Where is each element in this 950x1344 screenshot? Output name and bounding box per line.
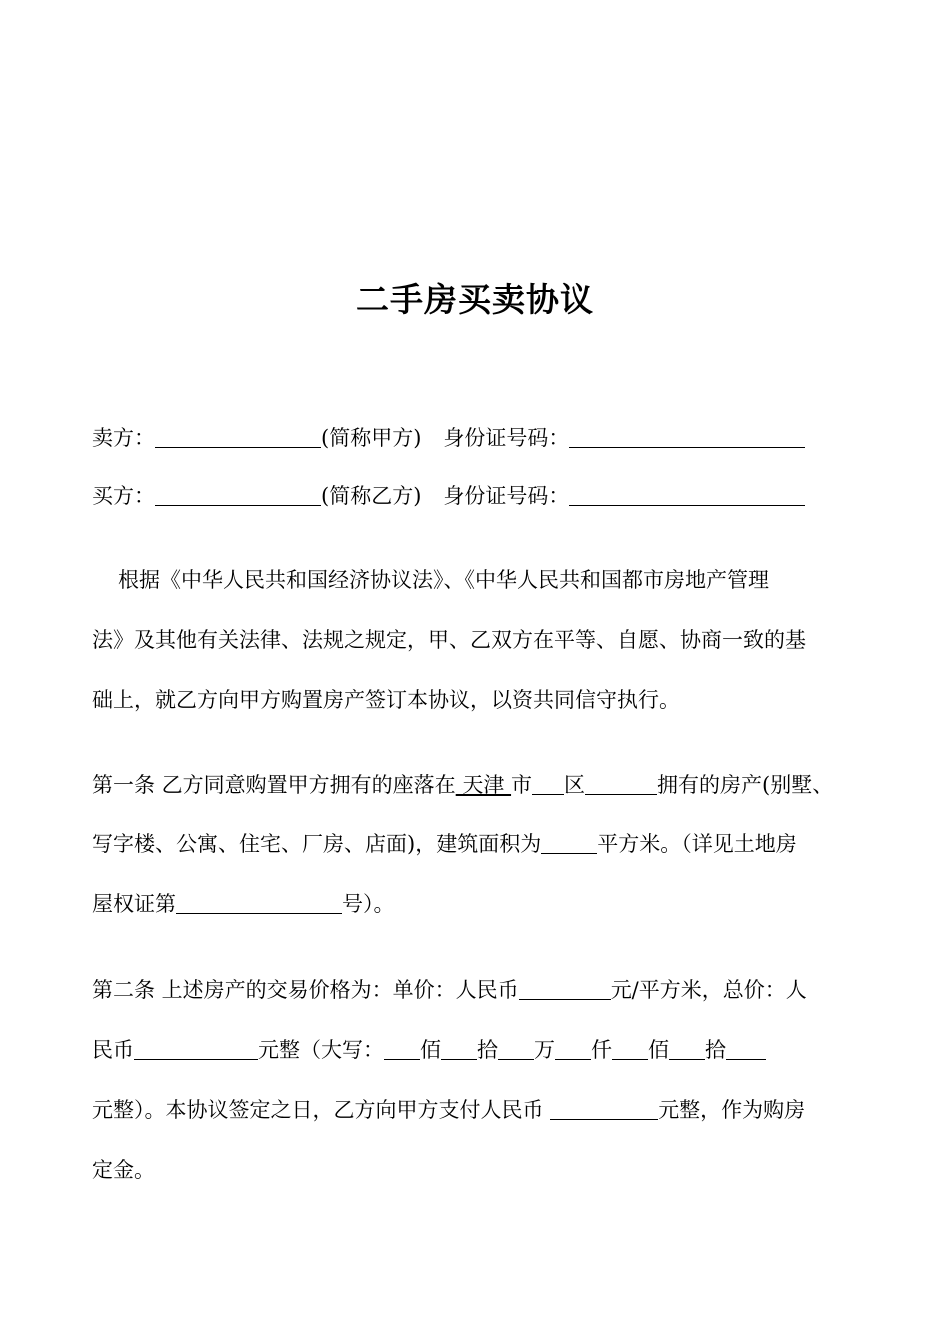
amount-blank[interactable]	[669, 1037, 705, 1060]
article1-line-3	[92, 890, 395, 918]
seller-id-label: 身份证号码：	[443, 426, 570, 450]
article2-line-2	[92, 1036, 766, 1064]
seller-alias: (简称甲方)	[321, 426, 422, 450]
unit-label: 拾	[705, 1038, 726, 1062]
total-price-blank[interactable]	[134, 1037, 258, 1060]
amount-blank[interactable]	[555, 1037, 591, 1060]
unit-label: 拾	[477, 1038, 498, 1062]
seller-label: 卖方：	[92, 426, 155, 450]
article2-text: 第二条 上述房产的交易价格为：单价：人民币	[92, 978, 519, 1002]
certificate-number-blank[interactable]	[176, 891, 342, 914]
article2-line-1	[92, 976, 807, 1004]
article2-text: 元整，作为购房	[658, 1098, 806, 1122]
seller-name-blank[interactable]	[155, 425, 321, 448]
article1-text: 平方米。（详见土地房	[597, 832, 797, 856]
document-title: 二手房买卖协议	[356, 280, 594, 319]
area-blank[interactable]	[541, 831, 597, 854]
amount-blank[interactable]	[498, 1037, 534, 1060]
buyer-label: 买方：	[92, 484, 155, 508]
unit-price-blank[interactable]	[519, 977, 611, 1000]
buyer-id-blank[interactable]	[569, 483, 805, 506]
article1-text: 市	[511, 773, 533, 797]
unit-label: 佰	[648, 1038, 669, 1062]
amount-blank[interactable]	[612, 1037, 648, 1060]
buyer-alias: (简称乙方)	[321, 484, 422, 508]
deposit-blank[interactable]	[550, 1097, 658, 1120]
article1-line-2	[92, 830, 797, 858]
preamble-line-2: 法》及其他有关法律、法规之规定，甲、乙双方在平等、自愿、协商一致的基	[92, 628, 806, 652]
article1-text: 拥有的房产(别墅、	[657, 773, 834, 797]
buyer-line	[92, 482, 805, 510]
unit-label: 仟	[591, 1038, 612, 1062]
article2-text: 元/平方米，总价：人	[610, 978, 807, 1002]
article1-text: 屋权证第	[92, 892, 176, 916]
city-field[interactable]: 天津	[455, 773, 512, 797]
buyer-id-label: 身份证号码：	[443, 484, 570, 508]
amount-blank[interactable]	[726, 1037, 766, 1060]
article2-text: 元整）。本协议签定之日，乙方向甲方支付人民币	[92, 1098, 551, 1122]
unit-label: 万	[534, 1038, 555, 1062]
article1-line-1	[92, 771, 833, 799]
buyer-name-blank[interactable]	[155, 483, 321, 506]
owner-blank[interactable]	[585, 772, 657, 795]
preamble-line-1: 根据《中华人民共和国经济协议法》、《中华人民共和国都市房地产管理	[118, 568, 769, 592]
seller-id-blank[interactable]	[569, 425, 805, 448]
amount-blank[interactable]	[441, 1037, 477, 1060]
article2-text: 民币	[92, 1038, 134, 1062]
article1-text: 第一条 乙方同意购置甲方拥有的座落在	[92, 773, 456, 797]
article1-text: 写字楼、公寓、住宅、厂房、店面)，建筑面积为	[92, 832, 542, 856]
article2-line-3	[92, 1096, 805, 1124]
unit-label: 佰	[420, 1038, 441, 1062]
article1-text: 区	[564, 773, 586, 797]
district-blank[interactable]	[532, 772, 564, 795]
amount-blank[interactable]	[384, 1037, 420, 1060]
article2-line-4: 定金。	[92, 1158, 155, 1182]
seller-line	[92, 424, 805, 452]
preamble-line-3: 础上，就乙方向甲方购置房产签订本协议，以资共同信守执行。	[92, 688, 680, 712]
article2-text: 元整（大写：	[258, 1038, 384, 1062]
article1-text: 号）。	[342, 892, 395, 916]
